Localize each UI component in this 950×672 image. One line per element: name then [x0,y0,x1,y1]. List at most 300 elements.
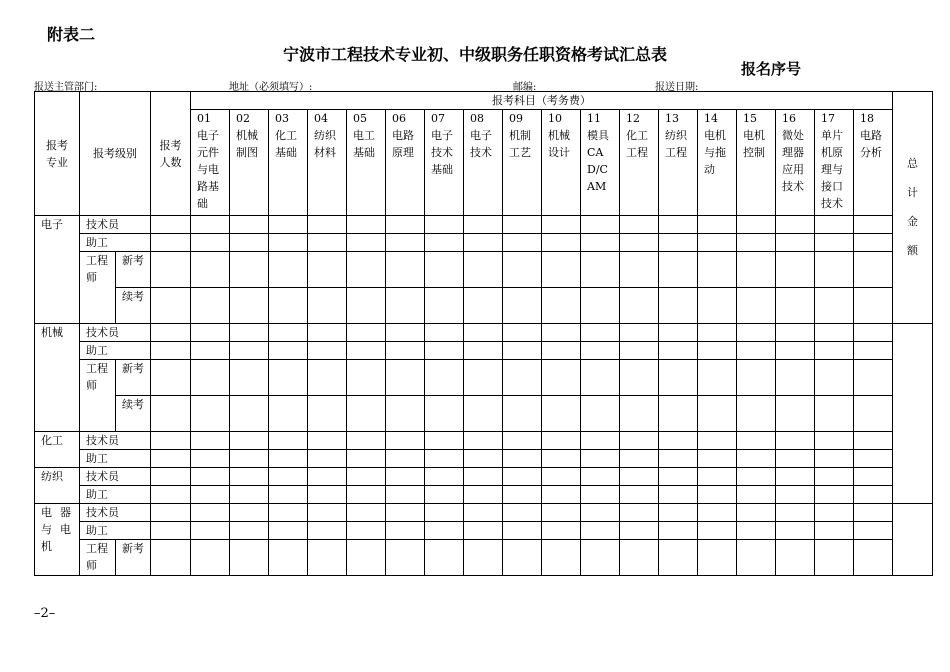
entry-cell[interactable] [698,342,737,360]
entry-cell[interactable] [386,504,425,522]
entry-cell[interactable] [620,342,659,360]
entry-cell[interactable] [503,360,542,396]
entry-cell[interactable] [581,504,620,522]
entry-cell[interactable] [581,324,620,342]
entry-cell[interactable] [659,252,698,288]
entry-cell[interactable] [269,288,308,324]
entry-cell[interactable] [191,342,230,360]
entry-cell[interactable] [503,540,542,576]
entry-cell[interactable] [308,468,347,486]
entry-cell[interactable] [191,504,230,522]
entry-cell[interactable] [503,468,542,486]
entry-cell[interactable] [347,288,386,324]
entry-cell[interactable] [386,342,425,360]
entry-cell[interactable] [269,216,308,234]
entry-cell[interactable] [308,540,347,576]
entry-cell[interactable] [230,540,269,576]
entry-cell[interactable] [737,360,776,396]
entry-cell[interactable] [503,216,542,234]
entry-cell[interactable] [581,522,620,540]
entry-cell[interactable] [776,234,815,252]
entry-cell[interactable] [542,450,581,468]
entry-cell[interactable] [737,504,776,522]
entry-cell[interactable] [776,288,815,324]
entry-cell[interactable] [698,540,737,576]
entry-cell[interactable] [347,252,386,288]
entry-cell[interactable] [659,396,698,432]
entry-cell[interactable] [542,234,581,252]
entry-cell[interactable] [151,432,191,450]
entry-cell[interactable] [776,396,815,432]
entry-cell[interactable] [386,234,425,252]
entry-cell[interactable] [230,396,269,432]
entry-cell[interactable] [347,522,386,540]
entry-cell[interactable] [464,540,503,576]
entry-cell[interactable] [815,216,854,234]
entry-cell[interactable] [191,450,230,468]
entry-cell[interactable] [230,468,269,486]
entry-cell[interactable] [698,216,737,234]
entry-cell[interactable] [659,360,698,396]
entry-cell[interactable] [464,522,503,540]
entry-cell[interactable] [620,396,659,432]
level-technician: 技术员 [80,216,151,234]
entry-cell[interactable] [386,468,425,486]
entry-cell[interactable] [815,252,854,288]
entry-cell[interactable] [659,288,698,324]
entry-cell[interactable] [425,486,464,504]
entry-cell[interactable] [269,342,308,360]
entry-cell[interactable] [464,288,503,324]
entry-cell[interactable] [269,504,308,522]
entry-cell[interactable] [425,288,464,324]
table-row [35,234,933,252]
entry-cell[interactable] [191,324,230,342]
level-new-exam: 新考 [116,360,151,396]
entry-cell[interactable] [737,396,776,432]
entry-cell[interactable] [698,486,737,504]
entry-cell[interactable] [269,522,308,540]
entry-cell[interactable] [815,360,854,396]
entry-cell[interactable] [191,468,230,486]
entry-cell[interactable] [308,432,347,450]
entry-cell[interactable] [269,540,308,576]
entry-cell[interactable] [425,324,464,342]
entry-cell[interactable] [386,540,425,576]
entry-cell[interactable] [425,360,464,396]
entry-cell[interactable] [698,468,737,486]
entry-cell[interactable] [737,342,776,360]
entry-cell[interactable] [737,432,776,450]
entry-cell[interactable] [776,432,815,450]
entry-cell[interactable] [776,468,815,486]
entry-cell[interactable] [815,234,854,252]
entry-cell[interactable] [386,486,425,504]
entry-cell[interactable] [464,396,503,432]
entry-cell[interactable] [776,252,815,288]
entry-cell[interactable] [815,486,854,504]
entry-cell[interactable] [698,360,737,396]
entry-cell[interactable] [854,468,893,486]
entry-cell[interactable] [308,324,347,342]
major-cell: 电器与电机 [35,504,80,576]
entry-cell[interactable] [542,468,581,486]
entry-cell[interactable] [542,216,581,234]
entry-cell[interactable] [151,486,191,504]
entry-cell[interactable] [620,432,659,450]
entry-cell[interactable] [737,540,776,576]
entry-cell[interactable] [581,396,620,432]
entry-cell[interactable] [815,504,854,522]
entry-cell[interactable] [269,486,308,504]
entry-cell[interactable] [425,342,464,360]
entry-cell[interactable] [737,252,776,288]
entry-cell[interactable] [815,396,854,432]
entry-cell[interactable] [191,432,230,450]
entry-cell[interactable] [698,234,737,252]
entry-cell[interactable] [815,468,854,486]
entry-cell[interactable] [542,540,581,576]
entry-cell[interactable] [854,216,893,234]
entry-cell[interactable] [269,468,308,486]
entry-cell[interactable] [542,396,581,432]
entry-cell[interactable] [151,540,191,576]
entry-cell[interactable] [581,450,620,468]
entry-cell[interactable] [737,324,776,342]
entry-cell[interactable] [464,450,503,468]
entry-cell[interactable] [230,252,269,288]
entry-cell[interactable] [464,432,503,450]
entry-cell[interactable] [425,432,464,450]
entry-cell[interactable] [347,234,386,252]
entry-cell[interactable] [308,486,347,504]
entry-cell[interactable] [503,324,542,342]
entry-cell[interactable] [854,486,893,504]
entry-cell[interactable] [386,522,425,540]
entry-cell[interactable] [230,288,269,324]
entry-cell[interactable] [425,234,464,252]
entry-cell[interactable] [151,216,191,234]
entry-cell[interactable] [620,450,659,468]
entry-cell[interactable] [464,468,503,486]
entry-cell[interactable] [815,450,854,468]
entry-cell[interactable] [698,396,737,432]
entry-cell[interactable] [659,234,698,252]
entry-cell[interactable] [581,468,620,486]
entry-cell[interactable] [269,360,308,396]
entry-cell[interactable] [503,342,542,360]
entry-cell[interactable] [425,450,464,468]
date-field-label: 报送日期: [655,82,699,93]
entry-cell[interactable] [269,450,308,468]
entry-cell[interactable] [503,486,542,504]
entry-cell[interactable] [230,504,269,522]
entry-cell[interactable] [542,252,581,288]
entry-cell[interactable] [620,360,659,396]
entry-cell[interactable] [347,342,386,360]
entry-cell[interactable] [698,252,737,288]
entry-cell[interactable] [347,432,386,450]
entry-cell[interactable] [503,504,542,522]
entry-cell[interactable] [659,504,698,522]
entry-cell[interactable] [308,360,347,396]
entry-cell[interactable] [620,234,659,252]
subject-header [659,110,698,216]
entry-cell[interactable] [269,234,308,252]
entry-cell[interactable] [191,396,230,432]
entry-cell[interactable] [854,504,893,522]
entry-cell[interactable] [659,540,698,576]
entry-cell[interactable] [620,468,659,486]
entry-cell[interactable] [425,252,464,288]
entry-cell[interactable] [308,216,347,234]
entry-cell[interactable] [386,216,425,234]
entry-cell[interactable] [503,432,542,450]
entry-cell[interactable] [542,432,581,450]
entry-cell[interactable] [151,522,191,540]
entry-cell[interactable] [347,216,386,234]
entry-cell[interactable] [854,342,893,360]
entry-cell[interactable] [347,468,386,486]
entry-cell[interactable] [269,324,308,342]
entry-cell[interactable] [581,432,620,450]
entry-cell[interactable] [269,432,308,450]
entry-cell[interactable] [776,342,815,360]
entry-cell[interactable] [230,324,269,342]
level-continue-exam: 续考 [116,288,151,324]
entry-cell[interactable] [854,234,893,252]
entry-cell[interactable] [581,540,620,576]
entry-cell[interactable] [542,288,581,324]
entry-cell[interactable] [230,216,269,234]
table-row [35,432,933,450]
entry-cell[interactable] [698,522,737,540]
entry-cell[interactable] [464,234,503,252]
entry-cell[interactable] [542,504,581,522]
entry-cell[interactable] [776,504,815,522]
entry-cell[interactable] [542,324,581,342]
entry-cell[interactable] [659,342,698,360]
entry-cell[interactable] [230,234,269,252]
entry-cell[interactable] [659,324,698,342]
entry-cell[interactable] [464,486,503,504]
entry-cell[interactable] [230,432,269,450]
entry-cell[interactable] [542,342,581,360]
entry-cell[interactable] [191,216,230,234]
entry-cell[interactable] [151,396,191,432]
entry-cell[interactable] [269,252,308,288]
entry-cell[interactable] [620,540,659,576]
entry-cell[interactable] [737,468,776,486]
entry-cell[interactable] [151,360,191,396]
entry-cell[interactable] [815,288,854,324]
entry-cell[interactable] [464,324,503,342]
entry-cell[interactable] [503,450,542,468]
entry-cell[interactable] [542,486,581,504]
entry-cell[interactable] [659,486,698,504]
entry-cell[interactable] [269,396,308,432]
entry-cell[interactable] [737,450,776,468]
entry-cell[interactable] [854,450,893,468]
entry-cell[interactable] [815,342,854,360]
entry-cell[interactable] [854,522,893,540]
entry-cell[interactable] [347,486,386,504]
entry-cell[interactable] [776,324,815,342]
entry-cell[interactable] [581,342,620,360]
total-amount-cell[interactable] [893,504,933,576]
entry-cell[interactable] [581,252,620,288]
entry-cell[interactable] [737,234,776,252]
entry-cell[interactable] [776,450,815,468]
subject-name: 机制工艺 [509,129,531,159]
entry-cell[interactable] [698,324,737,342]
entry-cell[interactable] [347,324,386,342]
entry-cell[interactable] [815,324,854,342]
entry-cell[interactable] [230,342,269,360]
entry-cell[interactable] [151,468,191,486]
entry-cell[interactable] [425,468,464,486]
entry-cell[interactable] [230,360,269,396]
entry-cell[interactable] [191,288,230,324]
entry-cell[interactable] [620,522,659,540]
entry-cell[interactable] [854,288,893,324]
entry-cell[interactable] [230,522,269,540]
entry-cell[interactable] [347,360,386,396]
entry-cell[interactable] [151,288,191,324]
entry-cell[interactable] [620,252,659,288]
entry-cell[interactable] [151,252,191,288]
entry-cell[interactable] [854,360,893,396]
entry-cell[interactable] [308,234,347,252]
entry-cell[interactable] [464,252,503,288]
entry-cell[interactable] [308,504,347,522]
entry-cell[interactable] [425,396,464,432]
entry-cell[interactable] [542,360,581,396]
entry-cell[interactable] [425,216,464,234]
entry-cell[interactable] [386,324,425,342]
entry-cell[interactable] [620,324,659,342]
entry-cell[interactable] [386,360,425,396]
entry-cell[interactable] [581,486,620,504]
entry-cell[interactable] [620,216,659,234]
entry-cell[interactable] [464,216,503,234]
entry-cell[interactable] [425,540,464,576]
entry-cell[interactable] [659,468,698,486]
subject-number: 18 [860,112,874,125]
total-amount-cell[interactable] [893,324,933,504]
entry-cell[interactable] [464,360,503,396]
entry-cell[interactable] [503,252,542,288]
entry-cell[interactable] [620,288,659,324]
entry-cell[interactable] [698,432,737,450]
entry-cell[interactable] [737,288,776,324]
entry-cell[interactable] [151,342,191,360]
entry-cell[interactable] [620,486,659,504]
entry-cell[interactable] [542,522,581,540]
entry-cell[interactable] [308,288,347,324]
entry-cell[interactable] [386,252,425,288]
entry-cell[interactable] [386,432,425,450]
entry-cell[interactable] [230,486,269,504]
entry-cell[interactable] [386,288,425,324]
entry-cell[interactable] [659,432,698,450]
entry-cell[interactable] [425,504,464,522]
entry-cell[interactable] [854,432,893,450]
entry-cell[interactable] [659,216,698,234]
entry-cell[interactable] [698,504,737,522]
entry-cell[interactable] [464,504,503,522]
entry-cell[interactable] [737,216,776,234]
entry-cell[interactable] [347,396,386,432]
subject-name: 电路分析 [860,129,882,159]
entry-cell[interactable] [737,486,776,504]
entry-cell[interactable] [854,324,893,342]
entry-cell[interactable] [854,396,893,432]
entry-cell[interactable] [620,504,659,522]
entry-cell[interactable] [308,396,347,432]
entry-cell[interactable] [191,522,230,540]
subject-number: 10 [548,112,562,125]
entry-cell[interactable] [347,504,386,522]
entry-cell[interactable] [659,450,698,468]
entry-cell[interactable] [308,450,347,468]
entry-cell[interactable] [386,450,425,468]
entry-cell[interactable] [581,360,620,396]
entry-cell[interactable] [191,360,230,396]
entry-cell[interactable] [659,522,698,540]
entry-cell[interactable] [815,432,854,450]
entry-cell[interactable] [776,216,815,234]
entry-cell[interactable] [347,540,386,576]
entry-cell[interactable] [464,342,503,360]
entry-cell[interactable] [151,234,191,252]
entry-cell[interactable] [191,540,230,576]
entry-cell[interactable] [230,450,269,468]
entry-cell[interactable] [776,360,815,396]
entry-cell[interactable] [191,252,230,288]
entry-cell[interactable] [698,288,737,324]
entry-cell[interactable] [698,450,737,468]
entry-cell[interactable] [308,252,347,288]
entry-cell[interactable] [503,396,542,432]
entry-cell[interactable] [776,486,815,504]
entry-cell[interactable] [581,216,620,234]
entry-cell[interactable] [347,450,386,468]
entry-cell[interactable] [386,396,425,432]
entry-cell[interactable] [191,486,230,504]
entry-cell[interactable] [503,522,542,540]
header-level: 报考级别 [80,92,151,216]
entry-cell[interactable] [581,234,620,252]
entry-cell[interactable] [854,252,893,288]
entry-cell[interactable] [151,324,191,342]
entry-cell[interactable] [425,522,464,540]
entry-cell[interactable] [854,540,893,576]
entry-cell[interactable] [151,450,191,468]
entry-cell[interactable] [815,540,854,576]
entry-cell[interactable] [503,288,542,324]
entry-cell[interactable] [191,234,230,252]
entry-cell[interactable] [308,342,347,360]
entry-cell[interactable] [737,522,776,540]
entry-cell[interactable] [776,540,815,576]
entry-cell[interactable] [815,522,854,540]
entry-cell[interactable] [581,288,620,324]
entry-cell[interactable] [308,522,347,540]
entry-cell[interactable] [503,234,542,252]
entry-cell[interactable] [151,504,191,522]
entry-cell[interactable] [776,522,815,540]
